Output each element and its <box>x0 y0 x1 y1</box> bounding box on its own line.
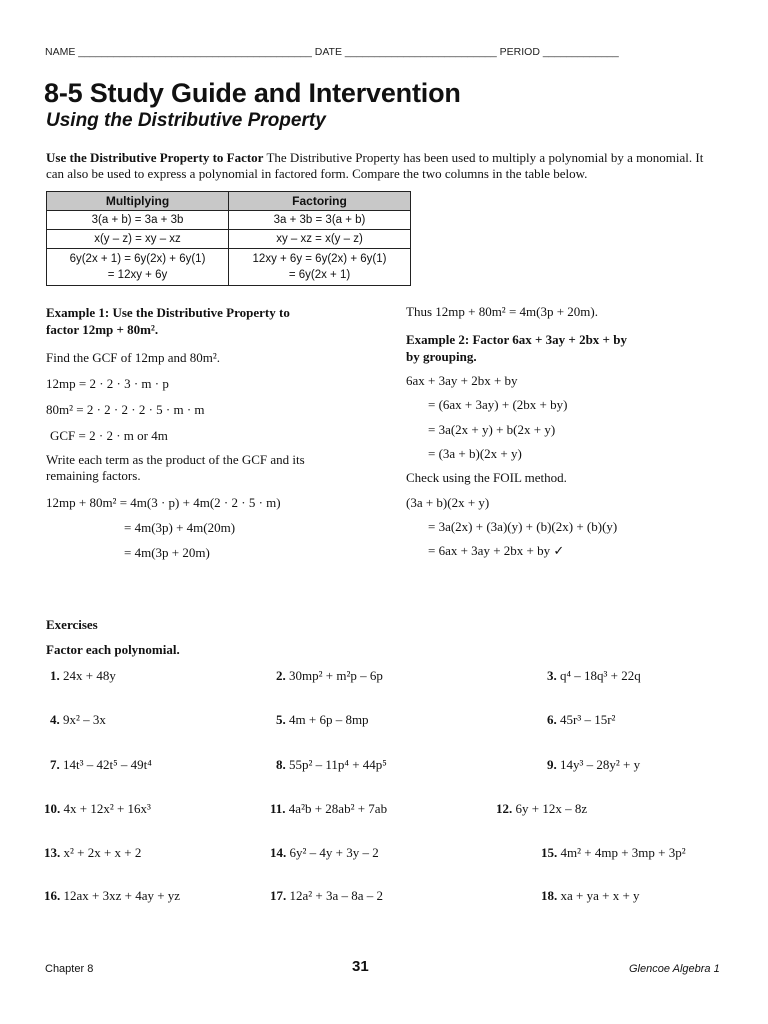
exercises-instruction: Factor each polynomial. <box>46 642 180 657</box>
exercise-item: 12. 6y + 12x – 8z <box>496 801 588 816</box>
exercise-item: 14. 6y² – 4y + 3y – 2 <box>270 845 379 860</box>
table-cell <box>229 249 411 286</box>
example2-line: 6ax + 3ay + 2bx + by <box>406 373 518 388</box>
exercise-item: 7. 14t³ – 42t⁵ – 49t⁴ <box>50 757 152 772</box>
page-subtitle: Using the Distributive Property <box>46 110 326 131</box>
exercise-item: 8. 55p² – 11p⁴ + 44p⁵ <box>276 757 387 772</box>
exercise-item: 6. 45r³ – 15r² <box>547 712 616 727</box>
example2-line: (3a + b)(2x + y) <box>406 495 490 510</box>
intro-paragraph <box>46 150 716 182</box>
table-header: Multiplying <box>47 192 229 211</box>
example2-line: = 6ax + 3ay + 2bx + by ✓ <box>428 543 565 558</box>
footer-chapter: Chapter 8 <box>45 963 94 975</box>
table-cell-line: 12xy + 6y = 6y(2x) + 6y(1) <box>252 253 387 265</box>
table-cell-line: = 6y(2x + 1) <box>288 269 351 281</box>
table-row <box>47 249 411 286</box>
exercise-item: 15. 4m² + 4mp + 3mp + 3p² <box>541 845 686 860</box>
example2-title: Example 2: Factor 6ax + 3ay + 2bx + by <box>406 332 627 347</box>
exercises-heading: Exercises <box>46 617 98 632</box>
example1-line: GCF = 2 · 2 · m or 4m <box>50 428 168 443</box>
example1-title: factor 12mp + 80m². <box>46 322 159 337</box>
table-cell: x(y – z) = xy – xz <box>47 230 229 249</box>
example1-line: = 4m(3p + 20m) <box>124 545 210 560</box>
example1-conclusion: Thus 12mp + 80m² = 4m(3p + 20m). <box>406 304 598 319</box>
exercise-item: 17. 12a² + 3a – 8a – 2 <box>270 888 384 903</box>
example1-line: remaining factors. <box>46 468 141 483</box>
exercise-item: 18. xa + ya + x + y <box>541 888 640 903</box>
example1-line: Write each term as the product of the GCF and its <box>46 452 305 467</box>
page-number: 31 <box>352 958 369 975</box>
exercise-item: 1. 24x + 48y <box>50 668 116 683</box>
table-cell: xy – xz = x(y – z) <box>229 230 411 249</box>
example2-line: Check using the FOIL method. <box>406 470 567 485</box>
example1-line: 80m² = 2 · 2 · 2 · 2 · 5 · m · m <box>46 402 205 417</box>
exercise-item: 13. x² + 2x + x + 2 <box>44 845 142 860</box>
exercise-item: 3. q⁴ – 18q³ + 22q <box>547 668 641 683</box>
table-cell: 3(a + b) = 3a + 3b <box>47 211 229 230</box>
exercise-item: 4. 9x² – 3x <box>50 712 106 727</box>
page-title: 8-5 Study Guide and Intervention <box>44 78 461 108</box>
example1-line: 12mp + 80m² = 4m(3 · p) + 4m(2 · 2 · 5 · m) <box>46 495 281 510</box>
table-cell-line: = 12xy + 6y <box>107 269 168 281</box>
exercise-item: 16. 12ax + 3xz + 4ay + yz <box>44 888 181 903</box>
name-date-period-line: NAME ________________________________________ DATE __________________________ PERIOD _____________ <box>45 46 619 58</box>
intro-text: The Distributive Property has been used to multiply a polynomial by a monomial. It can also be used to express a polynomial in factored form. Compare the two columns in the table below. <box>46 150 704 181</box>
footer-book-title: Glencoe Algebra 1 <box>629 963 720 975</box>
example1-line: 12mp = 2 · 2 · 3 · m · p <box>46 376 169 391</box>
example1-title: Example 1: Use the Distributive Property to <box>46 305 290 320</box>
example1-line: = 4m(3p) + 4m(20m) <box>124 520 236 535</box>
example2-line: = 3a(2x) + (3a)(y) + (b)(2x) + (b)(y) <box>428 519 618 534</box>
example1-line: Find the GCF of 12mp and 80m². <box>46 350 220 365</box>
exercise-item: 2. 30mp² + m²p – 6p <box>276 668 383 683</box>
exercise-item: 10. 4x + 12x² + 16x³ <box>44 801 151 816</box>
table-row <box>47 211 411 230</box>
exercise-item: 11. 4a²b + 28ab² + 7ab <box>270 801 388 816</box>
table-header-row <box>47 192 411 211</box>
exercise-item: 5. 4m + 6p – 8mp <box>276 712 369 727</box>
example2-line: = (6ax + 3ay) + (2bx + by) <box>428 397 568 412</box>
example2-title: by grouping. <box>406 349 477 364</box>
table-row <box>47 230 411 249</box>
intro-heading: Use the Distributive Property to Factor <box>46 150 264 165</box>
table-cell <box>47 249 229 286</box>
table-cell: 3a + 3b = 3(a + b) <box>229 211 411 230</box>
example2-line: = (3a + b)(2x + y) <box>428 446 522 461</box>
table-cell-line: 6y(2x + 1) = 6y(2x) + 6y(1) <box>69 253 206 265</box>
exercise-item: 9. 14y³ – 28y² + y <box>547 757 641 772</box>
example2-line: = 3a(2x + y) + b(2x + y) <box>428 422 556 437</box>
comparison-table <box>46 191 411 286</box>
table-header: Factoring <box>229 192 411 211</box>
